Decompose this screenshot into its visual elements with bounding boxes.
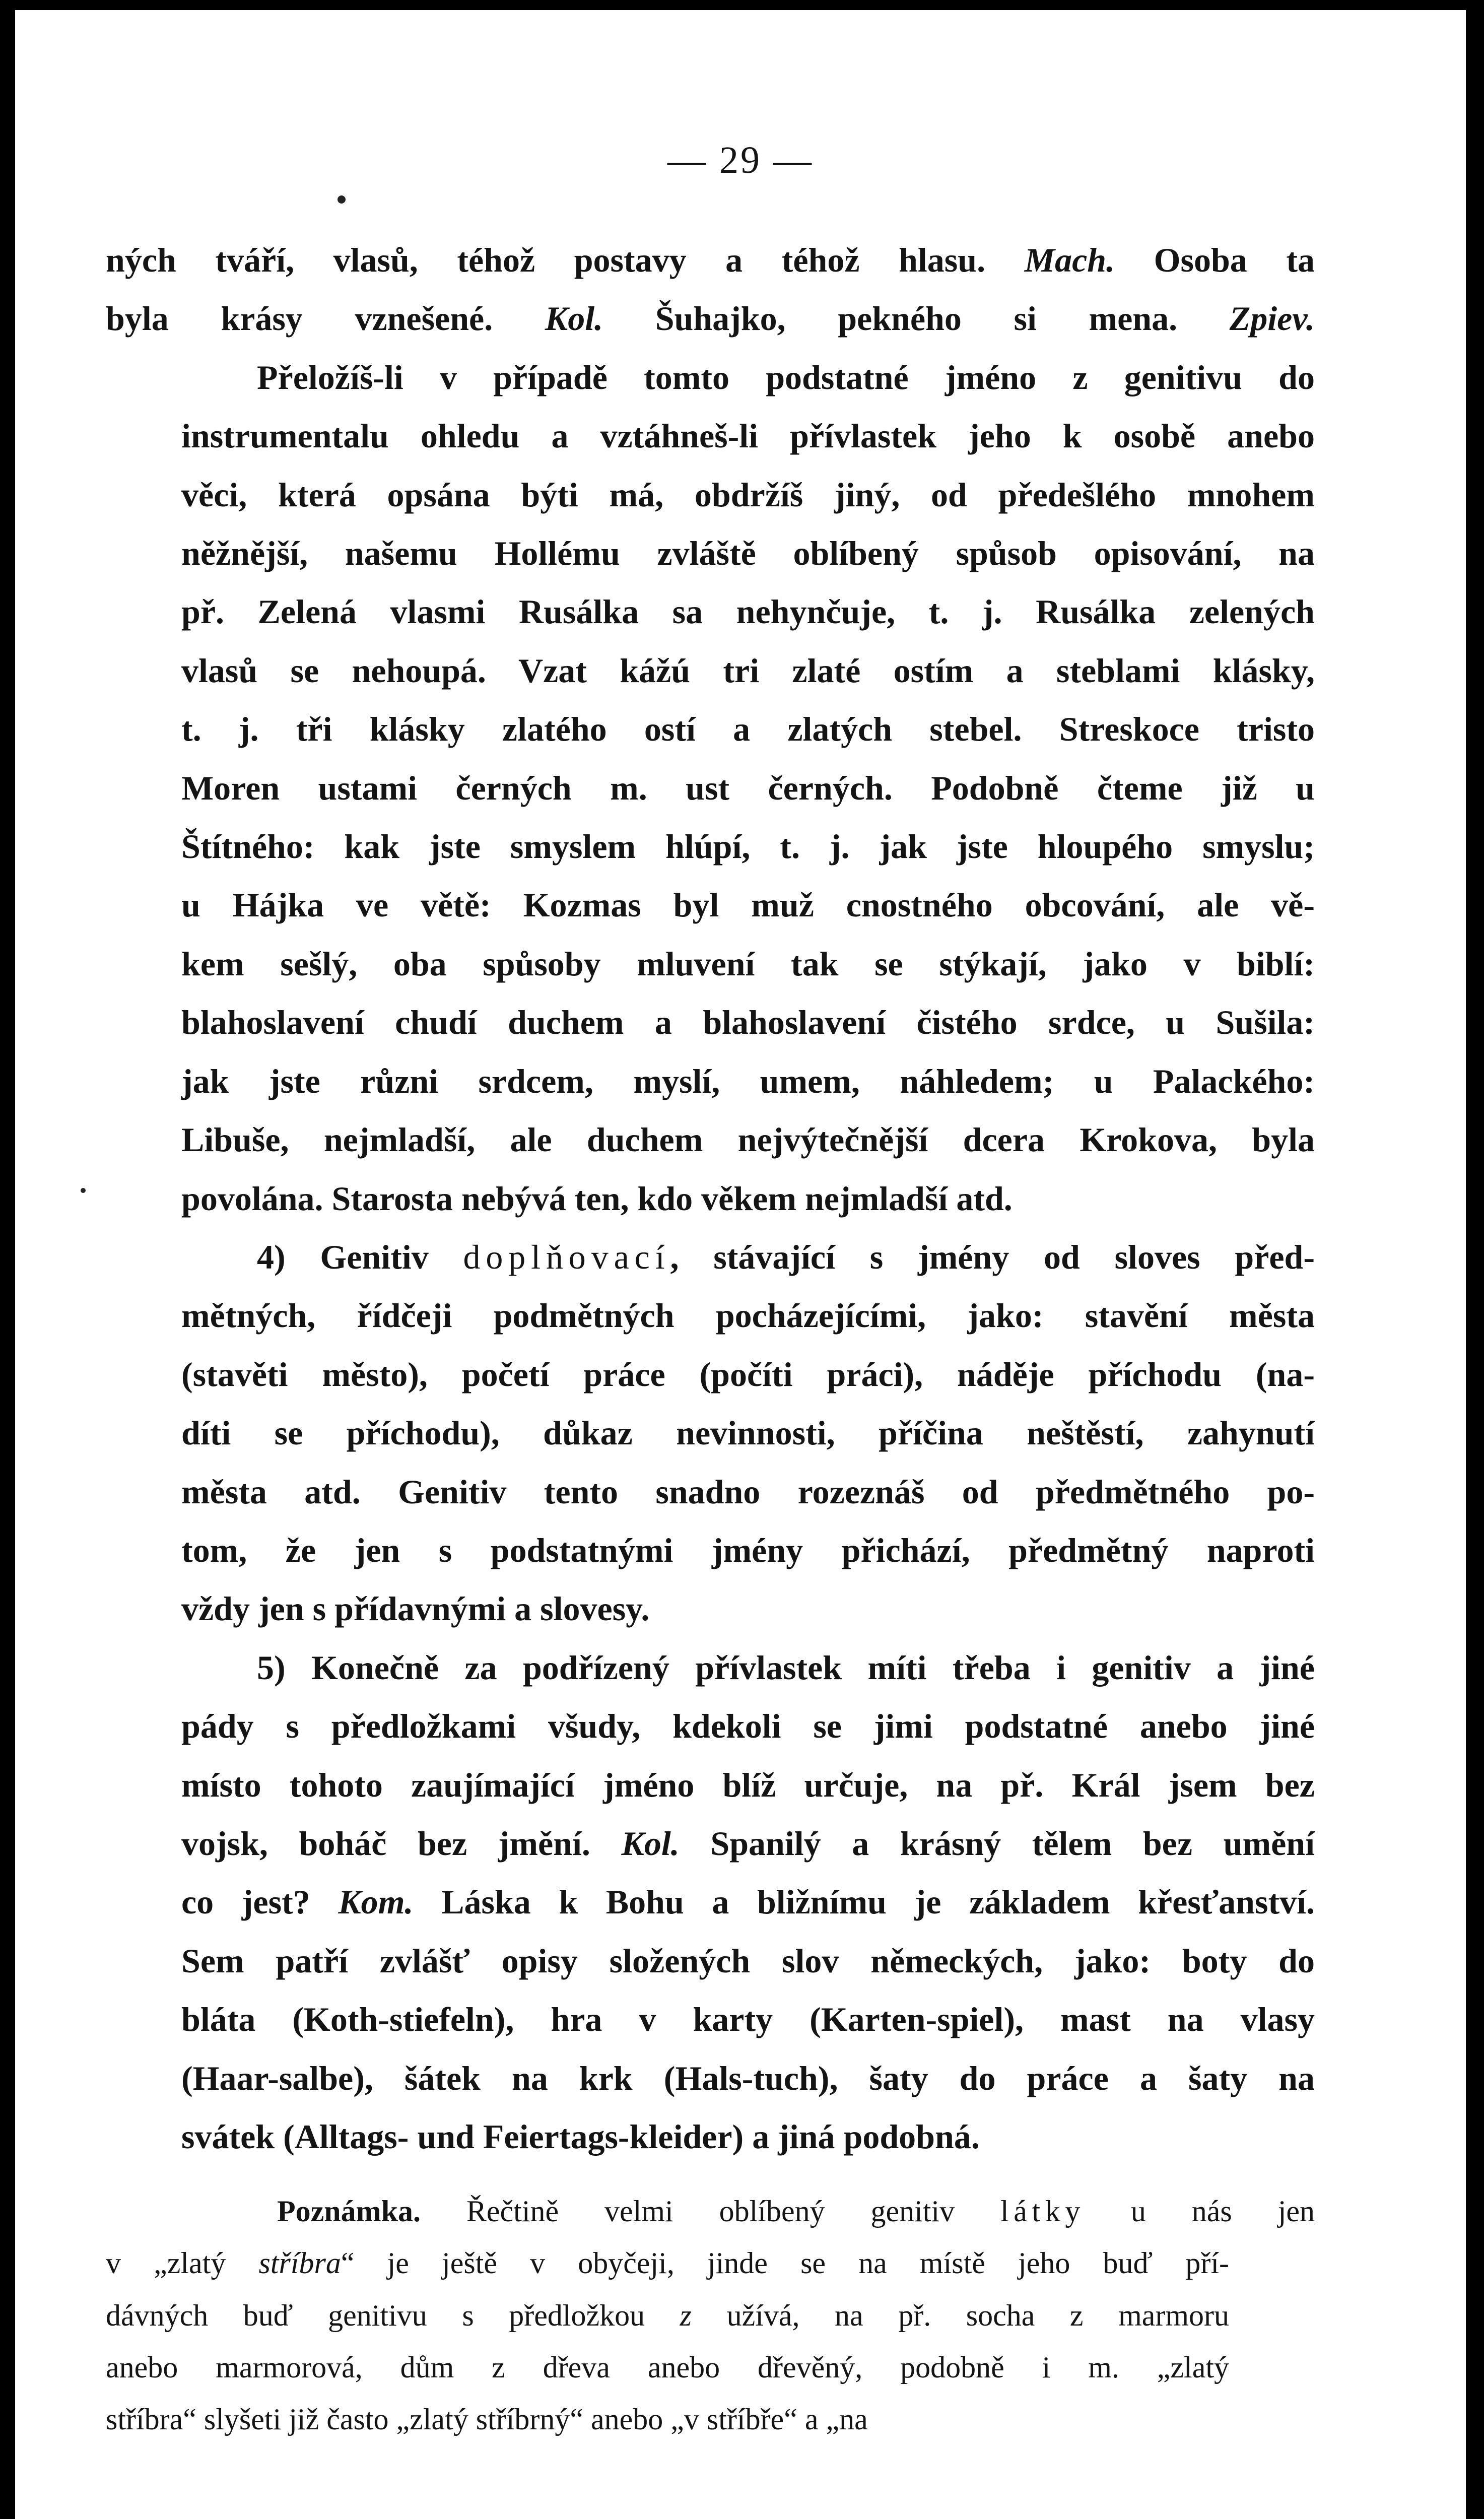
page-number: — 29 —: [667, 139, 814, 181]
text-line: svátek (Alltags- und Feiertags-kleider) a jiná podobná.: [181, 2117, 980, 2156]
text-line: bláta (Koth-stiefeln), hra v karty (Karten-spiel), mast na vlasy: [181, 2000, 1315, 2039]
text-line: instrumentalu ohledu a vztáhneš-li přívlastek jeho k osobě anebo: [181, 417, 1315, 455]
text-line: dávných buď genitivu s předložkou z užívá, na př. socha z marmoru: [106, 2298, 1230, 2332]
paragraph-continued: [106, 231, 1315, 348]
text-line: jak jste různi srdcem, myslí, umem, náhledem; u Palackého:: [181, 1062, 1315, 1100]
author-citation: Kol.: [621, 1824, 680, 1863]
text-line: v „zlatý stříbra“ je ještě v obyčeji, jinde se na místě jeho buď pří-: [106, 2246, 1230, 2280]
author-citation: Mach.: [1024, 241, 1115, 279]
text-line: Libuše, nejmladší, ale duchem nejvýtečnější dcera Krokova, byla: [181, 1120, 1315, 1159]
text-line: (stavěti město), početí práce (počíti práci), náděje příchodu (na-: [181, 1355, 1315, 1394]
italic-term: z: [680, 2298, 692, 2332]
text-line: co jest? Kom. Láska k Bohu a bližnímu je základem křesťanství.: [181, 1883, 1315, 1921]
text-line: blahoslavení chudí duchem a blahoslavení čistého srdce, u Sušila:: [181, 1003, 1315, 1042]
body-text: [106, 231, 1315, 2166]
text-line: Poznámka. Řečtině velmi oblíbený genitiv látky u nás jen: [277, 2195, 1315, 2228]
text-line: 5) Konečně za podřízený přívlastek míti třeba i genitiv a jiné: [257, 1648, 1315, 1687]
book-page: [15, 10, 1466, 2519]
spaced-term: doplňovací: [463, 1237, 670, 1276]
text-line: t. j. tři klásky zlatého ostí a zlatých stebel. Streskoce tristo: [181, 710, 1315, 749]
text-line: města atd. Genitiv tento snadno rozeznáš od předmětného po-: [181, 1472, 1315, 1511]
spaced-term: látky: [1000, 2195, 1085, 2228]
text-line: mětných, řídčeji podmětných pocházejícími, jako: stavění města: [181, 1296, 1315, 1335]
text-line: povolána. Starosta nebývá ten, kdo věkem nejmladší atd.: [181, 1179, 1013, 1218]
italic-term: stříbra: [258, 2246, 341, 2280]
text-line: u Hájka ve větě: Kozmas byl muž cnostného obcování, ale vě-: [181, 886, 1315, 924]
note-label: Poznámka.: [277, 2195, 421, 2228]
print-speck: [81, 1188, 86, 1193]
text-line: př. Zelená vlasmi Rusálka sa nehynčuje, t. j. Rusálka zelených: [181, 592, 1315, 631]
paragraph-genitive-complement: [106, 1228, 1315, 1638]
text-line: místo tohoto zaujímající jméno blíž určuje, na př. Král jsem bez: [181, 1765, 1315, 1804]
author-citation: Zpiev.: [1229, 299, 1315, 338]
text-line: byla krásy vznešené. Kol. Šuhajko, pekného si mena. Zpiev.: [106, 299, 1315, 338]
text-line: něžnější, našemu Hollému zvláště oblíbený spůsob opisování, na: [181, 534, 1315, 573]
text-line: Sem patří zvlášť opisy složených slov německých, jako: boty do: [181, 1941, 1315, 1980]
author-citation: Kom.: [338, 1883, 414, 1921]
text-line: kem sešlý, oba spůsoby mluvení tak se stýkají, jako v biblí:: [181, 944, 1315, 983]
text-line: věci, která opsána býti má, obdržíš jiný, od předešlého mnohem: [181, 475, 1315, 514]
text-line: 4) Genitiv doplňovací, stávající s jmény od sloves před-: [257, 1237, 1315, 1276]
text-line: Moren ustami černých m. ust černých. Podobně čteme již u: [181, 768, 1315, 807]
paragraph-prepositional: [106, 1638, 1315, 2166]
text-line: vojsk, boháč bez jmění. Kol. Spanilý a krásný tělem bez umění: [181, 1824, 1315, 1863]
note-paragraph: [106, 2185, 1315, 2445]
paragraph-instrumental: [106, 348, 1315, 1228]
print-speck: [338, 195, 346, 204]
text-line: vždy jen s přídavnými a slovesy.: [181, 1589, 650, 1628]
text-line: Přeložíš-li v případě tomto podstatné jméno z genitivu do: [257, 358, 1315, 396]
footnote: [106, 2185, 1315, 2445]
text-line: díti se příchodu), důkaz nevinnosti, příčina neštěstí, zahynutí: [181, 1414, 1315, 1452]
text-line: vlasů se nehoupá. Vzat kážú tri zlaté ostím a steblami klásky,: [181, 651, 1315, 690]
author-citation: Kol.: [545, 299, 603, 338]
text-line: stříbra“ slyšeti již často „zlatý stříbrný“ anebo „v stříbře“ a „na: [106, 2403, 868, 2436]
text-line: tom, že jen s podstatnými jmény přichází, předmětný naproti: [181, 1531, 1315, 1569]
text-line: anebo marmorová, dům z dřeva anebo dřevěný, podobně i m. „zlatý: [106, 2350, 1229, 2384]
text-line: ných tváří, vlasů, téhož postavy a téhož hlasu. Mach. Osoba ta: [106, 241, 1315, 279]
text-line: Štítného: kak jste smyslem hlúpí, t. j. jak jste hloupého smyslu;: [181, 827, 1315, 866]
text-line: pády s předložkami všudy, kdekoli se jimi podstatné anebo jiné: [181, 1707, 1315, 1746]
text-line: (Haar-salbe), šátek na krk (Hals-tuch), šaty do práce a šaty na: [181, 2059, 1315, 2097]
